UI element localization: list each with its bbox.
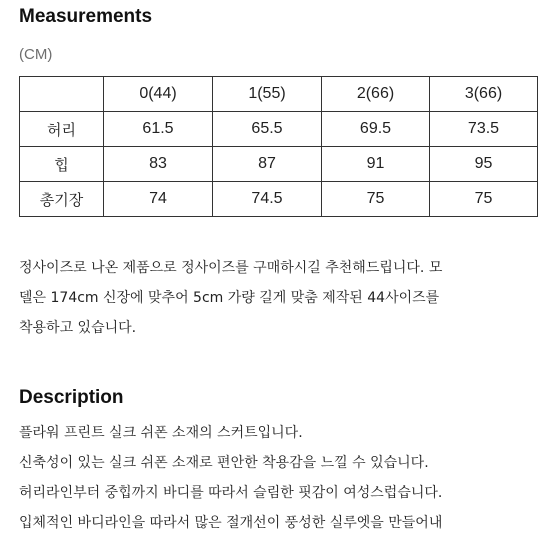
description-line: 신축성이 있는 실크 쉬폰 소재로 편안한 착용감을 느낄 수 있습니다. <box>19 455 429 471</box>
size-note <box>19 253 544 343</box>
header-cell-size-0: 0(44) <box>104 77 213 112</box>
table-cell: 83 <box>104 147 213 182</box>
table-cell: 91 <box>322 147 430 182</box>
header-cell-size-3: 3(66) <box>430 77 538 112</box>
header-cell-empty <box>20 77 104 112</box>
table-cell: 87 <box>213 147 322 182</box>
description-heading: Description <box>19 387 124 408</box>
note-line: 델은 174cm 신장에 맞추어 5cm 가량 길게 맞춤 제작된 44사이즈를 <box>19 290 440 306</box>
table-cell: 95 <box>430 147 538 182</box>
measurements-heading: Measurements <box>19 6 153 27</box>
table-header-row <box>20 77 538 112</box>
header-cell-size-2: 2(66) <box>322 77 430 112</box>
table-row-length <box>20 182 538 217</box>
description-line: 입체적인 바디라인을 따라서 많은 절개선이 풍성한 실루엣을 만들어내 <box>19 515 443 531</box>
row-label-waist: 허리 <box>20 112 104 147</box>
row-label-length: 총기장 <box>20 182 104 217</box>
description-text <box>19 418 544 538</box>
note-line: 정사이즈로 나온 제품으로 정사이즈를 구매하시길 추천해드립니다. 모 <box>19 260 443 276</box>
size-table <box>19 76 538 217</box>
table-cell: 73.5 <box>430 112 538 147</box>
table-row-hip <box>20 147 538 182</box>
row-label-hip: 힙 <box>20 147 104 182</box>
description-line: 허리라인부터 중힙까지 바디를 따라서 슬림한 핏감이 여성스럽습니다. <box>19 485 443 501</box>
table-row-waist <box>20 112 538 147</box>
table-cell: 75 <box>322 182 430 217</box>
table-cell: 65.5 <box>213 112 322 147</box>
table-cell: 74.5 <box>213 182 322 217</box>
table-cell: 61.5 <box>104 112 213 147</box>
table-cell: 69.5 <box>322 112 430 147</box>
table-cell: 75 <box>430 182 538 217</box>
note-line: 착용하고 있습니다. <box>19 320 137 336</box>
description-line: 플라워 프린트 실크 쉬폰 소재의 스커트입니다. <box>19 425 303 441</box>
header-cell-size-1: 1(55) <box>213 77 322 112</box>
unit-label: (CM) <box>19 46 53 63</box>
table-cell: 74 <box>104 182 213 217</box>
